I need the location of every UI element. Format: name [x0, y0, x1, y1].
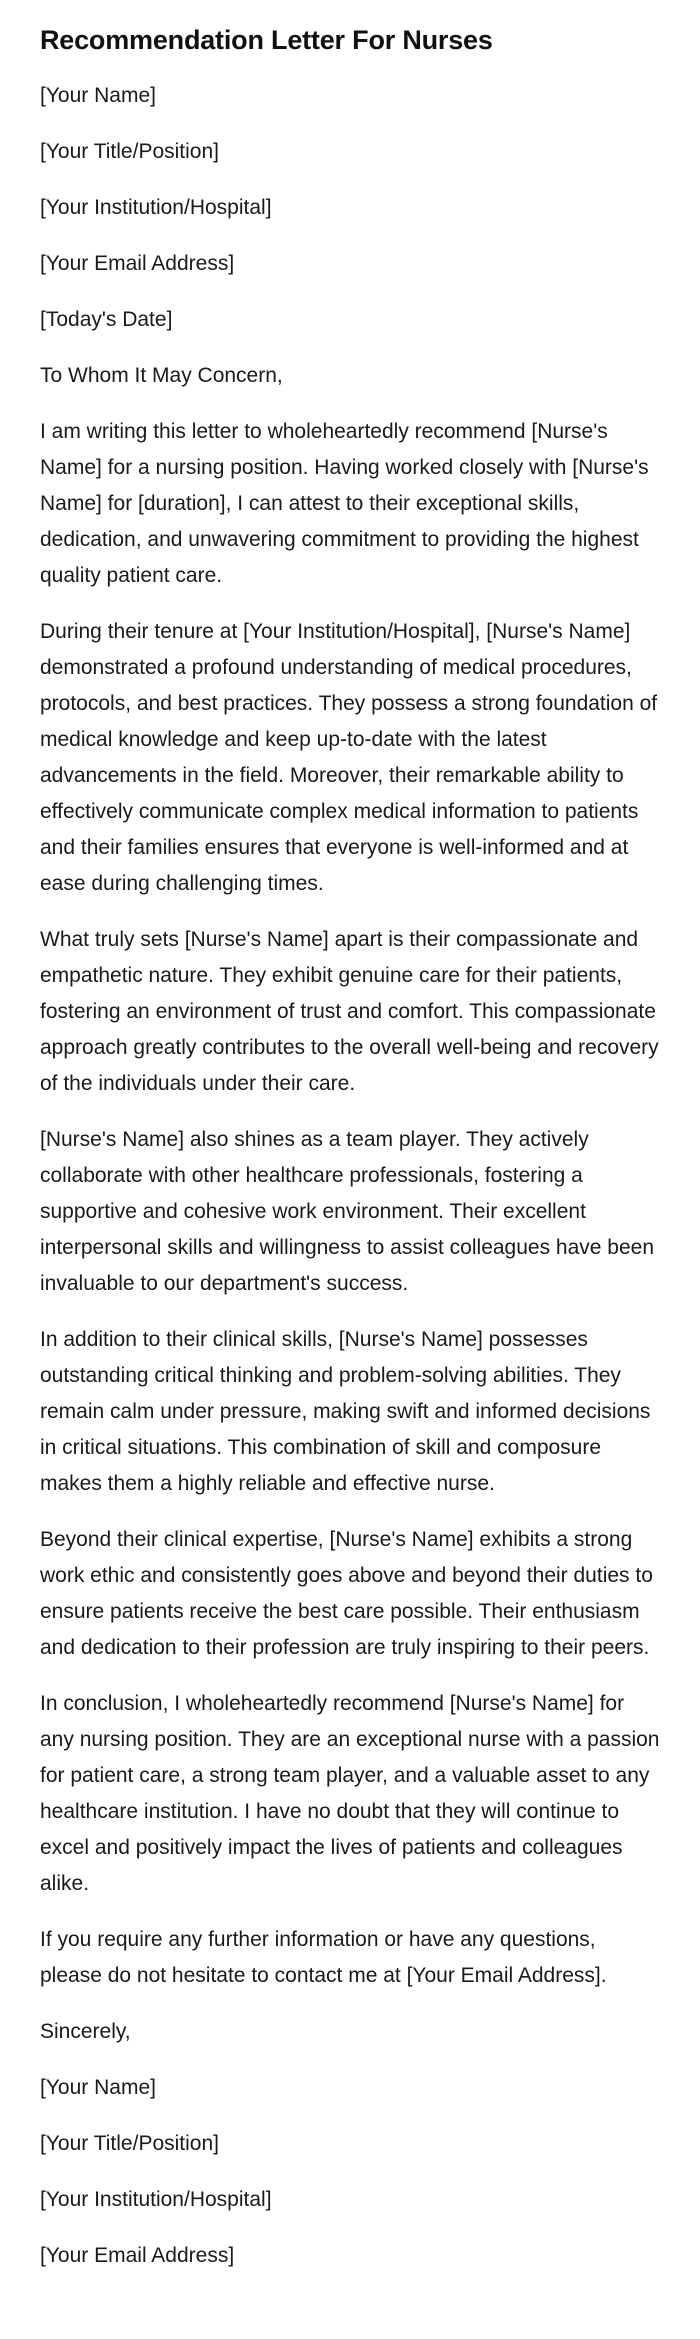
salutation: To Whom It May Concern, [40, 364, 283, 387]
signature-name: [Your Name] [40, 2076, 156, 2099]
sender-institution: [Your Institution/Hospital] [40, 196, 272, 219]
letter-date: [Today's Date] [40, 308, 173, 331]
document-title: Recommendation Letter For Nurses [40, 25, 493, 55]
letter-body [40, 414, 660, 1994]
body-paragraph-compassion: What truly sets [Nurse's Name] apart is their compassionate and empathetic nature. They exhibit genuine care for their patients, fostering an environment of trust and comfort. This compassionate approach greatly contributes to the overall well-being and recovery of the individuals under their care. [40, 928, 659, 1095]
signature-email: [Your Email Address] [40, 2244, 235, 2267]
sender-name: [Your Name] [40, 84, 156, 107]
body-paragraph-conclusion: In conclusion, I wholeheartedly recommend [Nurse's Name] for any nursing position. They are an exceptional nurse with a passion for patient care, a strong team player, and a valuable asset to any healthcare institution. I have no doubt that they will continue to excel and positively impact the lives of patients and colleagues alike. [40, 1692, 660, 1895]
body-paragraph-intro: I am writing this letter to wholeheartedly recommend [Nurse's Name] for a nursing position. Having worked closely with [Nurse's Name] for [duration], I can attest to their exceptional skills, dedication, and unwavering commitment to providing the highest quality patient care. [40, 420, 649, 587]
sender-block [40, 78, 660, 338]
body-paragraph-contact: If you require any further information or have any questions, please do not hesitate to contact me at [Your Email Address]. [40, 1928, 607, 1987]
body-paragraph-work-ethic: Beyond their clinical expertise, [Nurse's Name] exhibits a strong work ethic and consistently goes above and beyond their duties to ensure patients receive the best care possible. Their enthusiasm and dedication to their profession are truly inspiring to their peers. [40, 1528, 653, 1659]
closing: Sincerely, [40, 2020, 131, 2043]
body-paragraph-tenure: During their tenure at [Your Institution/Hospital], [Nurse's Name] demonstrated a profound understanding of medical procedures, protocols, and best practices. They possess a strong foundation of medical knowledge and keep up-to-date with the latest advancements in the field. Moreover, their remarkable ability to effectively communicate complex medical information to patients and their families ensures that everyone is well-informed and at ease during challenging times. [40, 620, 658, 895]
body-paragraph-teamwork: [Nurse's Name] also shines as a team player. They actively collaborate with other healthcare professionals, fostering a supportive and cohesive work environment. Their excellent interpersonal skills and willingness to assist colleagues have been invaluable to our department's success. [40, 1128, 655, 1295]
signature-title-position: [Your Title/Position] [40, 2132, 219, 2155]
body-paragraph-critical-thinking: In addition to their clinical skills, [Nurse's Name] possesses outstanding critical thinking and problem-solving abilities. They remain calm under pressure, making swift and informed decisions in critical situations. This combination of skill and composure makes them a highly reliable and effective nurse. [40, 1328, 651, 1495]
signature-block [40, 2070, 660, 2274]
sender-title-position: [Your Title/Position] [40, 140, 219, 163]
sender-email: [Your Email Address] [40, 252, 235, 275]
signature-institution: [Your Institution/Hospital] [40, 2188, 272, 2211]
